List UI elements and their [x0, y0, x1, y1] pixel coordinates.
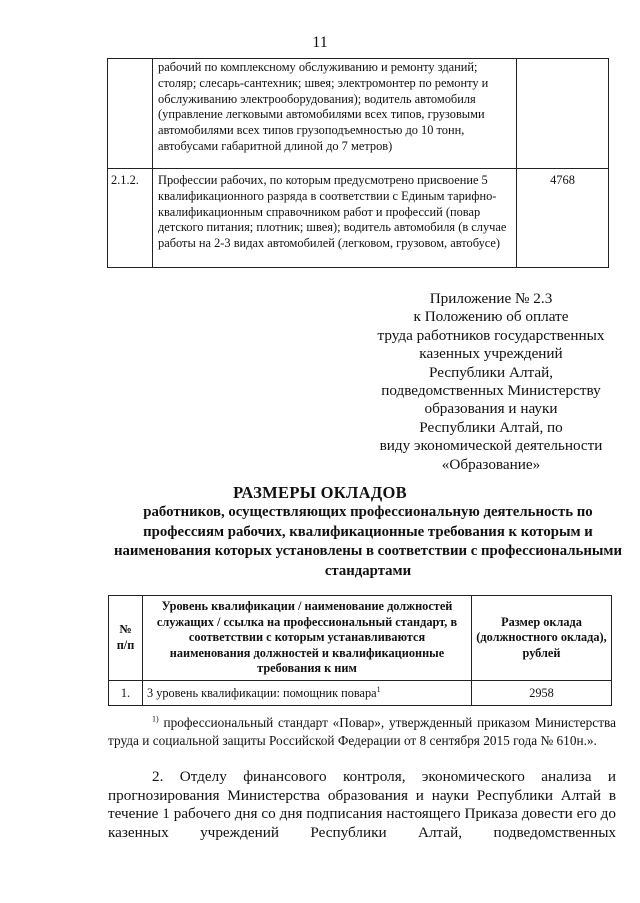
appendix-line: виду экономической деятельности — [379, 437, 603, 455]
header-number: № п/п — [109, 596, 143, 681]
row-number — [108, 59, 153, 169]
qualification-text: 3 уровень квалификации: помощник повара — [147, 685, 377, 700]
footnote-text: профессиональный стандарт «Повар», утвержденный приказом Министерства труда и социальной защиты Российской Федерации от 8 сентября 2015 года № 610н.». — [108, 715, 617, 748]
page-number: 11 — [312, 34, 328, 51]
header-qualification: Уровень квалификации / наименование должностей служащих / ссылка на профессиональный стандарт, в соответствии с которым устанавливаются наименования должностей и квалификационные требования к ним — [143, 596, 472, 681]
body-paragraph: 2. Отделу финансового контроля, экономического анализа и прогнозирования Министерства образования и науки Республики Алтай в течение 1 рабочего дня со дня подписания настоящего Приказа довести его до казенных учреждений Республики Алтай, подведомственных — [108, 768, 616, 841]
table-header-row — [109, 596, 612, 681]
footnote-mark: 1 — [376, 684, 381, 694]
salary-table — [108, 595, 612, 706]
footnote — [108, 714, 616, 750]
row-salary — [517, 59, 609, 169]
row-description: рабочий по комплексному обслуживанию и ремонту зданий; столяр; слесарь-сантехник; швея; электромонтер по ремонту и обслуживанию электрооборудования); водитель автомобиля (управление легковыми автомобилями всех типов, грузовыми автомобилями всех типов грузоподъемностью до 10 тонн, автобусами габаритной длиной до 7 метров) — [153, 59, 517, 169]
appendix-line: казенных учреждений — [419, 345, 563, 363]
appendix-line: к Положению об оплате — [413, 308, 569, 326]
row-number: 1. — [109, 680, 143, 705]
row-description: Профессии рабочих, по которым предусмотрено присвоение 5 квалификационного разряда в соответствии с Единым тарифно-квалификационным справочником работ и профессий (повар детского питания; плотник; швея); водитель автомобиля (в случае работы на 2-3 видах автомобилей (легковом, грузовом, автобусе) — [153, 169, 517, 268]
appendix-line: Республики Алтай, — [428, 363, 554, 381]
row-salary: 4768 — [517, 169, 609, 268]
row-number: 2.1.2. — [108, 169, 153, 268]
row-salary: 2958 — [472, 680, 612, 705]
table-row — [108, 169, 609, 268]
appendix-line: подведомственных Министерству — [381, 382, 601, 400]
appendix-line: «Образование» — [441, 455, 541, 473]
appendix-line: образования и науки — [424, 400, 558, 418]
appendix-line: Приложение № 2.3 — [429, 290, 553, 307]
document-title: РАЗМЕРЫ ОКЛАДОВ — [233, 483, 407, 502]
header-salary: Размер оклада (должностного оклада), рублей — [472, 596, 612, 681]
appendix-line: труда работников государственных — [377, 326, 605, 344]
table-row — [109, 680, 612, 705]
table-row — [108, 59, 609, 169]
document-subtitle: работников, осуществляющих профессиональную деятельность по профессиям рабочих, квалификационные требования к которым и наименования которых установлены в соответствии с профессиональными стандартами — [113, 504, 623, 579]
footnote-marker: 1) — [152, 714, 159, 724]
appendix-line: Республики Алтай, по — [419, 418, 563, 436]
appendix-block — [366, 290, 616, 474]
row-qualification — [143, 680, 472, 705]
professions-table — [107, 58, 609, 268]
